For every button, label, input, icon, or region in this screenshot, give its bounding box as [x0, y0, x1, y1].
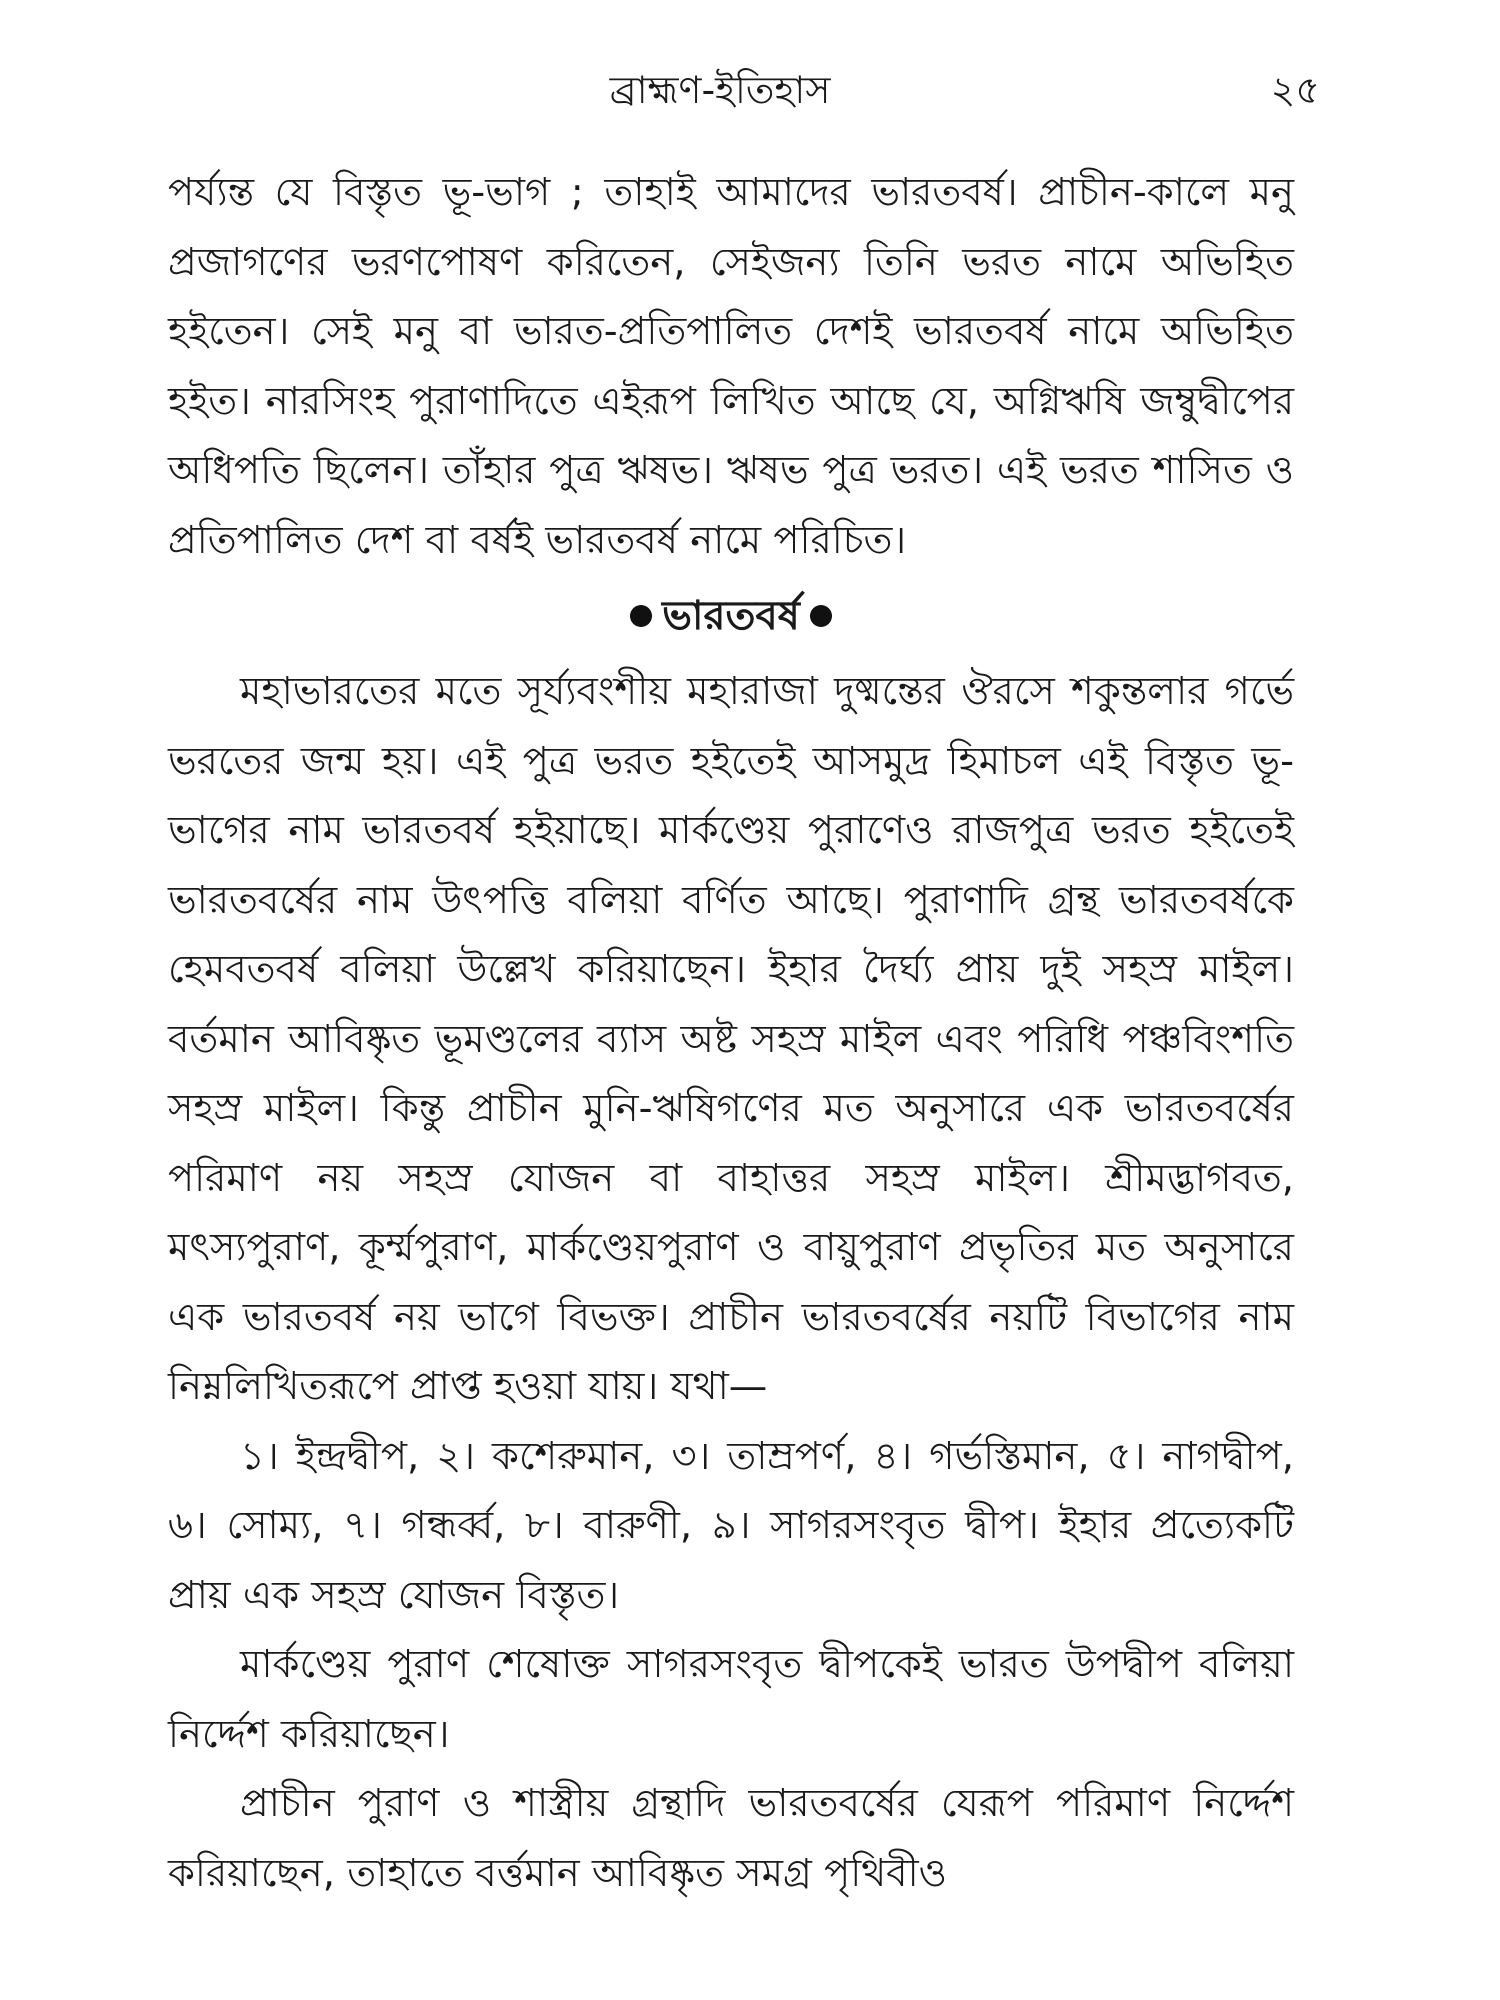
section-heading-text: ভারতবর্ষ [662, 593, 800, 639]
bullet-left [630, 605, 652, 627]
paragraph-5: প্রাচীন পুরাণ ও শাস্ত্রীয় গ্রন্থাদি ভারতবর্ষের যেরূপ পরিমাণ নির্দ্দেশ করিয়াছেন, তাহাতে বর্ত্তমান আবিষ্কৃত সমগ্র পৃথিবীও [168, 1781, 1294, 1896]
body-text [168, 158, 1294, 1908]
section-heading [168, 575, 1294, 657]
page-number: ২৫ [1270, 68, 1320, 112]
paragraph-4: মার্কণ্ডেয় পুরাণ শেষোক্ত সাগরসংবৃত দ্বীপকেই ভারত উপদ্বীপ বলিয়া নির্দ্দেশ করিয়াছেন। [168, 1642, 1294, 1757]
paragraph-3: ১। ইন্দ্রদ্বীপ, ২। কশেরুমান, ৩। তাম্রপর্ণ, ৪। গর্ভস্তিমান, ৫। নাগদ্বীপ, ৬। সোম্য, ৭। গন্ধর্ব্ব, ৮। বারুণী, ৯। সাগরসংবৃত দ্বীপ। ইহার প্রত্যেকটি প্রায় এক সহস্র যোজন বিস্তৃত। [168, 1433, 1294, 1618]
running-title: ব্রাহ্মণ-ইতিহাস [609, 68, 831, 112]
paragraph-2: মহাভারতের মতে সূর্য্যবংশীয় মহারাজা দুষ্মন্তের ঔরসে শকুন্তলার গর্ভে ভরতের জন্ম হয়। এই পুত্র ভরত হইতেই আসমুদ্র হিমাচল এই বিস্তৃত ভূ-ভাগের নাম ভারতবর্ষ হইয়াছে। মার্কণ্ডেয় পুরাণেও রাজপুত্র ভরত হইতেই ভারতবর্ষের নাম উৎপত্তি বলিয়া বর্ণিত আছে। পুরাণাদি গ্রন্থ ভারতবর্ষকে হেমবতবর্ষ বলিয়া উল্লেখ করিয়াছেন। ইহার দৈর্ঘ্য প্রায় দুই সহস্র মাইল। বর্তমান আবিষ্কৃত ভূমণ্ডলের ব্যাস অষ্ট সহস্র মাইল এবং পরিধি পঞ্চবিংশতি সহস্র মাইল। কিন্তু প্রাচীন মুনি-ঋষিগণের মত অনুসারে এক ভারতবর্ষের পরিমাণ নয় সহস্র যোজন বা বাহাত্তর সহস্র মাইল। শ্রীমদ্ভাগবত, মৎস্যপুরাণ, কূর্ম্মপুরাণ, মার্কণ্ডেয়পুরাণ ও বায়ুপুরাণ প্রভৃতির মত অনুসারে এক ভারতবর্ষ নয় ভাগে বিভক্ত। প্রাচীন ভারতবর্ষের নয়টি বিভাগের নাম নিম্নলিখিতরূপে প্রাপ্ত হওয়া যায়। যথা— [168, 669, 1294, 1409]
paragraph-1: পর্য্যন্ত যে বিস্তৃত ভূ-ভাগ ; তাহাই আমাদের ভারতবর্ষ। প্রাচীন-কালে মনু প্রজাগণের ভরণপোষণ করিতেন, সেইজন্য তিনি ভরত নামে অভিহিত হইতেন। সেই মনু বা ভারত-প্রতিপালিত দেশই ভারতবর্ষ নামে অভিহিত হইত। নারসিংহ পুরাণাদিতে এইরূপ লিখিত আছে যে, অগ্নিঋষি জম্বুদ্বীপের অধিপতি ছিলেন। তাঁহার পুত্র ঋষভ। ঋষভ পুত্র ভরত। এই ভরত শাসিত ও প্রতিপালিত দেশ বা বর্ষই ভারতবর্ষ নামে পরিচিত। [168, 170, 1294, 563]
bullet-right [810, 605, 832, 627]
running-head [120, 64, 1320, 124]
